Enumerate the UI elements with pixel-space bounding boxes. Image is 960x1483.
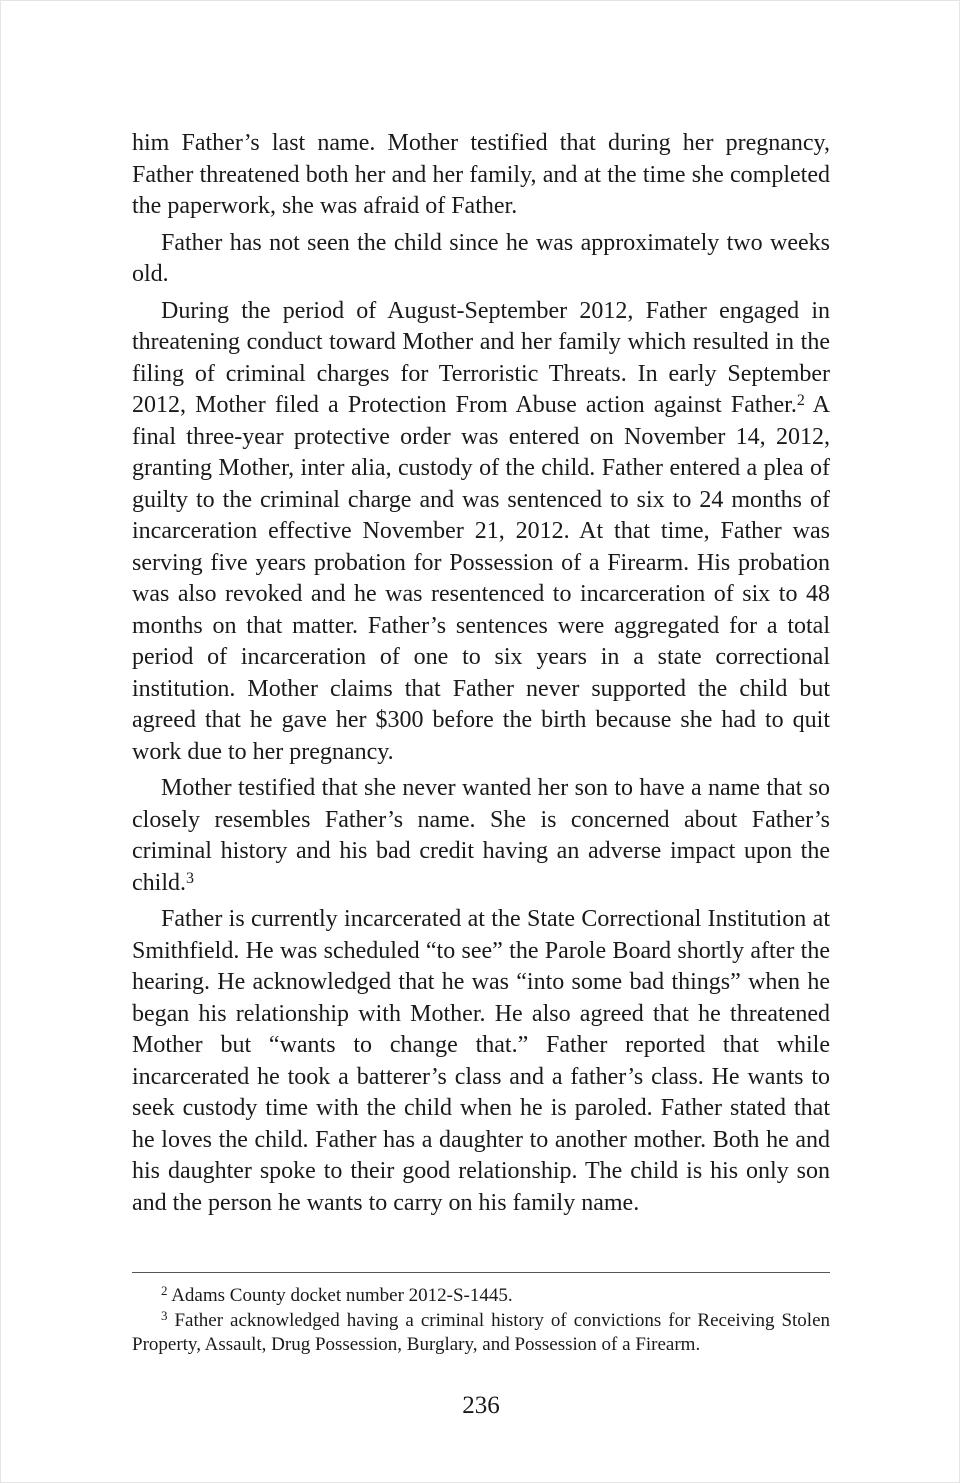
paragraph-4-text: Mother testified that she never wanted her son to have a name that so closely resembles Father’s name. She is concerned about Father’s criminal history and his bad credit having an adverse impact upon the child. [132,775,830,896]
footnote-2-text: Adams County docket number 2012-S-1445. [167,1285,513,1306]
paragraph-2-text: Father has not seen the child since he was approximately two weeks old. [132,229,830,287]
paragraph-1 [132,128,830,223]
footnotes [132,1284,830,1358]
footnote-ref-3: 3 [186,869,194,887]
paragraph-4 [132,773,830,899]
paragraph-3-text-before: During the period of August-September 2012, Father engaged in threatening conduct toward Mother and her family which resulted in the filing of criminal charges for Terroristic Threats. In early September 2012, Mother filed a Protection From Abuse action against Father. [132,297,830,418]
footnote-ref-2: 2 [796,392,805,409]
footnote-3-text: Father acknowledged having a criminal history of convictions for Receiving Stolen Property, Assault, Drug Possession, Burglary, and Possession of a Firearm. [132,1309,830,1355]
footnote-3-number: 3 [161,1307,168,1323]
paragraph-5-text: Father is currently incarcerated at the State Correctional Institution at Smithfield. He was scheduled “to see” the Parole Board shortly after the hearing. He acknowledged that he was “into some bad things” when he began his relationship with Mother. He also agreed that he threatened Mother but “wants to change that.” Father reported that while incarcerated he took a batterer’s class and a father’s class. He wants to seek custody time with the child when he is paroled. Father stated that he loves the child. Father has a daughter to another mother. Both he and his daughter spoke to their good relationship. The child is his only son and the person he wants to carry on his family name. [132,906,830,1216]
paragraph-1-text: him Father’s last name. Mother testified that during her pregnancy, Father threatened both her and her family, and at the time she completed the paperwork, she was afraid of Father. [132,130,830,219]
body-text [132,128,830,1224]
paragraph-5 [132,904,830,1219]
paragraph-2 [132,228,830,291]
paragraph-3-text-after: A final three-year protective order was entered on November 14, 2012, granting Mother, inter alia, custody of the child. Father entered a plea of guilty to the criminal charge and was sentenced to six to 24 months of incarceration effective November 21, 2012. At that time, Father was serving five years probation for Possession of a Firearm. His probation was also revoked and he was resentenced to incarceration of six to 48 months on that matter. Father’s sentences were aggregated for a total period of incarceration of one to six years in a state correctional institution. Mother claims that Father never supported the child but agreed that he gave her $300 before the birth because she had to quit work due to her pregnancy. [132,392,830,765]
footnote-2-number: 2 [161,1283,168,1298]
footnote-separator [132,1272,830,1273]
paragraph-3 [132,296,830,769]
footnote-2 [132,1284,830,1309]
page-number: 236 [462,1392,500,1419]
footnote-3 [132,1309,830,1358]
